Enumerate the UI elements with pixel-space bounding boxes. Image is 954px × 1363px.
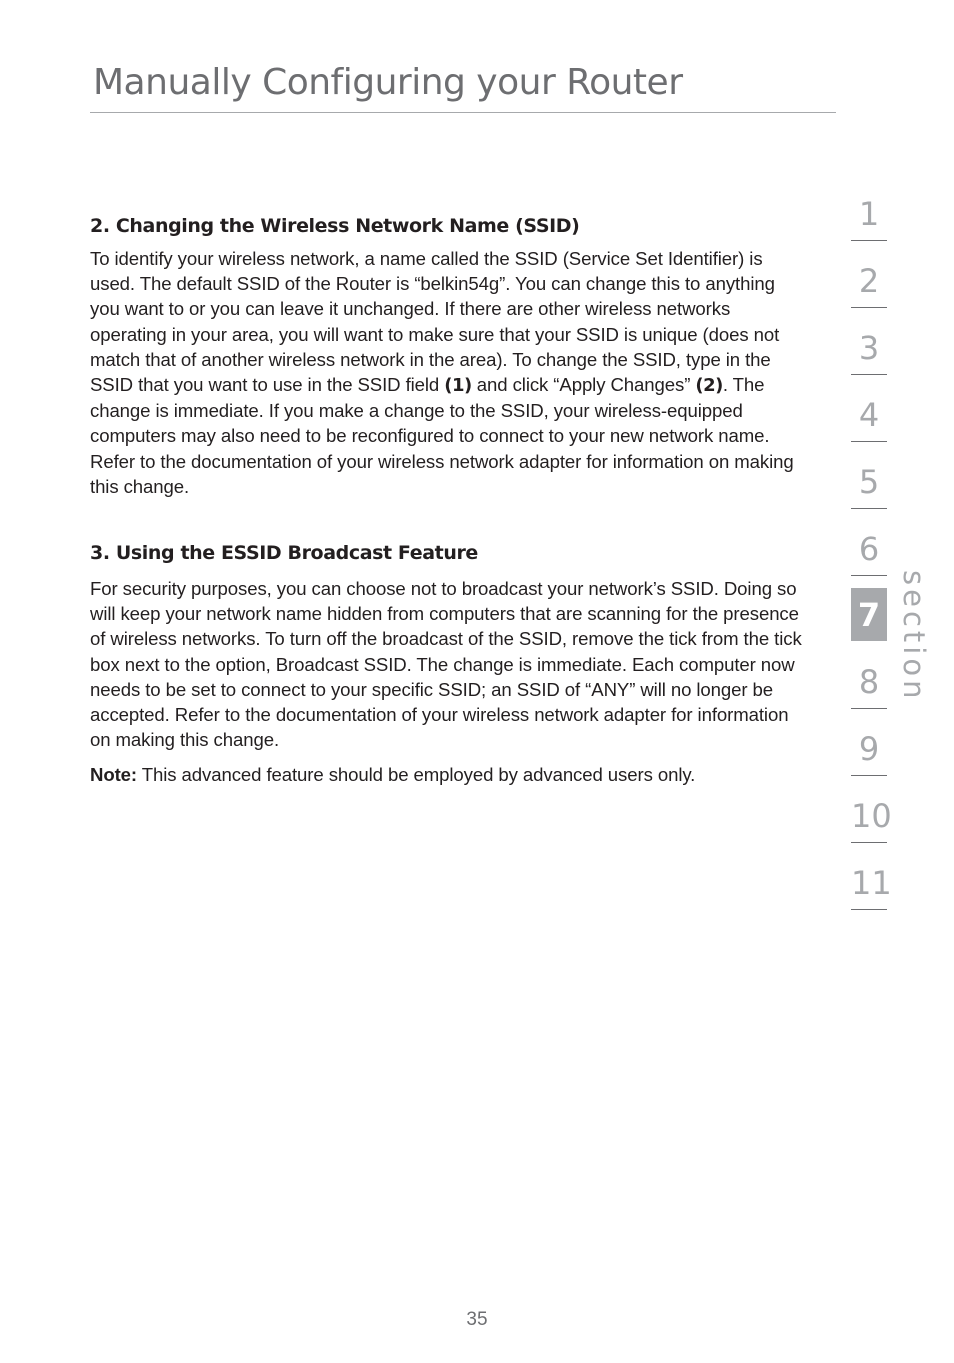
section-tab-1[interactable]: 1: [851, 175, 887, 241]
section-nav: [851, 175, 892, 911]
body-text-part: and click “Apply Changes”: [471, 374, 696, 396]
section-tab-6[interactable]: 6: [851, 510, 887, 576]
section-tab-10[interactable]: 10: [851, 777, 887, 843]
section-heading: 2. Changing the Wireless Network Name (SSID): [90, 215, 580, 237]
main-content: [90, 212, 805, 788]
section-body: For security purposes, you can choose not to broadcast your network’s SSID. Doing so will keep your network name hidden from computers that are scanning for the presence of wireless networks. To turn off the broadcast of the SSID, remove the tick from the tick box next to the option, Broadcast SSID. The change is immediate. Each computer now needs to be set to connect to your specific SSID; an SSID of “ANY” will no longer be accepted. Refer to the documentation of your wireless network adapter for information on making this change.: [90, 578, 802, 751]
section-tab-11[interactable]: 11: [851, 844, 887, 910]
section-tab-7-active[interactable]: 7: [851, 588, 887, 642]
page-title: Manually Configuring your Router: [93, 62, 683, 103]
note-label: Note:: [90, 764, 138, 786]
section-tab-5[interactable]: 5: [851, 443, 887, 509]
section-heading: 3. Using the ESSID Broadcast Feature: [90, 542, 478, 565]
section-tab-8[interactable]: 8: [851, 643, 887, 709]
section-body: [90, 246, 805, 499]
ssid-section: [90, 212, 805, 499]
callout-ref-1: (1): [444, 375, 472, 397]
section-tab-3[interactable]: 3: [851, 309, 887, 375]
section-label: section: [897, 570, 931, 703]
essid-broadcast-section: [90, 539, 805, 788]
note: [90, 762, 805, 787]
section-tab-2[interactable]: 2: [851, 242, 887, 308]
section-tab-4[interactable]: 4: [851, 376, 887, 442]
title-divider: [90, 112, 836, 113]
section-tab-9[interactable]: 9: [851, 710, 887, 776]
body-text-part: . The change is immediate. If you make a change to the SSID, your wireless-equipped computers may also need to be reconfigured to connect to your new network name. Refer to the documentation of your wireless network adapter for information on making this change.: [90, 374, 794, 497]
callout-ref-2: (2): [695, 375, 723, 397]
note-text: This advanced feature should be employed by advanced users only.: [137, 764, 696, 786]
page-number: 35: [466, 1309, 488, 1330]
body-text-part: To identify your wireless network, a name called the SSID (Service Set Identifier) is used. The default SSID of the Router is “belkin54g”. You can change this to anything you want to or you can leave it unchanged. If there are other wireless networks operating in your area, you will want to make sure that your SSID is unique (does not match that of another wireless network in the area). To change the SSID, type in the SSID that you want to use in the SSID field: [90, 248, 780, 396]
